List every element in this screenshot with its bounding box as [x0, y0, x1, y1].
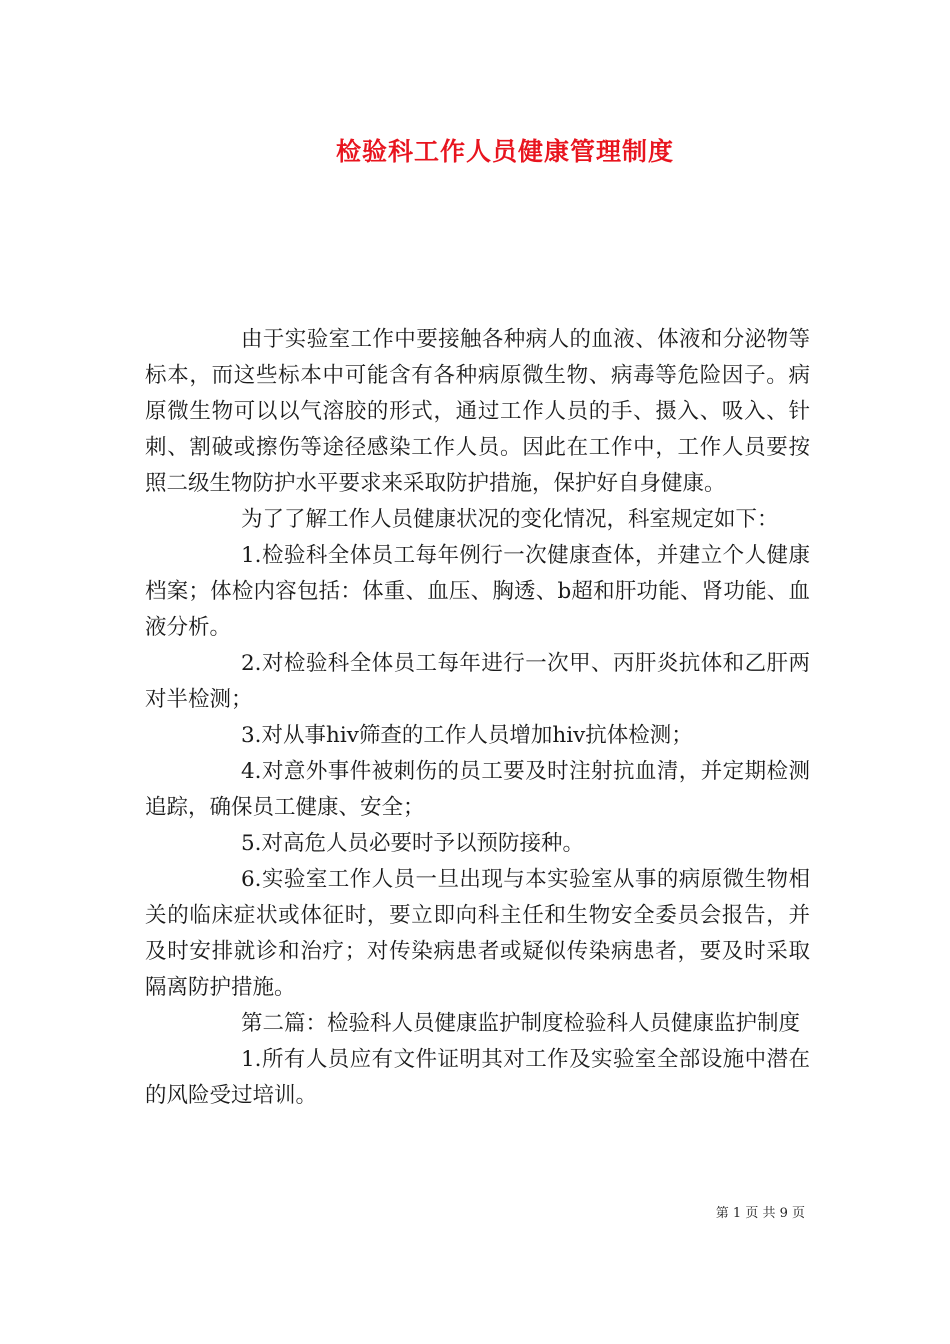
paragraph-item-3: 3.对从事hiv筛查的工作人员增加hiv抗体检测；	[241, 723, 693, 748]
paragraph-item-6: 6.实验室工作人员一旦出现与本实验室从事的病原微生物相关的临床症状或体征时，要立即向科主任和生物安全委员会报告，并及时安排就诊和治疗；对传染病患者或疑似传染病患者，要及时采取隔离防护措施。	[145, 867, 810, 1000]
paragraph-item-1: 1.检验科全体员工每年例行一次健康查体，并建立个人健康档案；体检内容包括：体重、血压、胸透、b超和肝功能、肾功能、血液分析。	[145, 543, 810, 640]
paragraph-item-2: 2.对检验科全体员工每年进行一次甲、丙肝炎抗体和乙肝两对半检测；	[145, 651, 810, 712]
paragraph-section-2-heading: 第二篇：检验科人员健康监护制度检验科人员健康监护制度	[241, 1011, 801, 1036]
paragraph-intro: 由于实验室工作中要接触各种病人的血液、体液和分泌物等标本，而这些标本中可能含有各种病原微生物、病毒等危险因子。病原微生物可以以气溶胶的形式，通过工作人员的手、摄入、吸入、针刺、割破或擦伤等途径感染工作人员。因此在工作中，工作人员要按照二级生物防护水平要求来采取防护措施，保护好自身健康。	[145, 327, 810, 496]
paragraph-item-4: 4.对意外事件被刺伤的员工要及时注射抗血清，并定期检测追踪，确保员工健康、安全；	[145, 759, 810, 820]
paragraph-section-2-item-1: 1.所有人员应有文件证明其对工作及实验室全部设施中潜在的风险受过培训。	[145, 1047, 810, 1108]
paragraph-item-5: 5.对高危人员必要时予以预防接种。	[241, 831, 585, 856]
page-number-footer: 第 1 页 共 9 页	[715, 1206, 805, 1221]
paragraph-rules-lead: 为了了解工作人员健康状况的变化情况，科室规定如下：	[241, 507, 779, 532]
document-title: 检验科工作人员健康管理制度	[335, 137, 674, 166]
document-body	[145, 322, 810, 1114]
